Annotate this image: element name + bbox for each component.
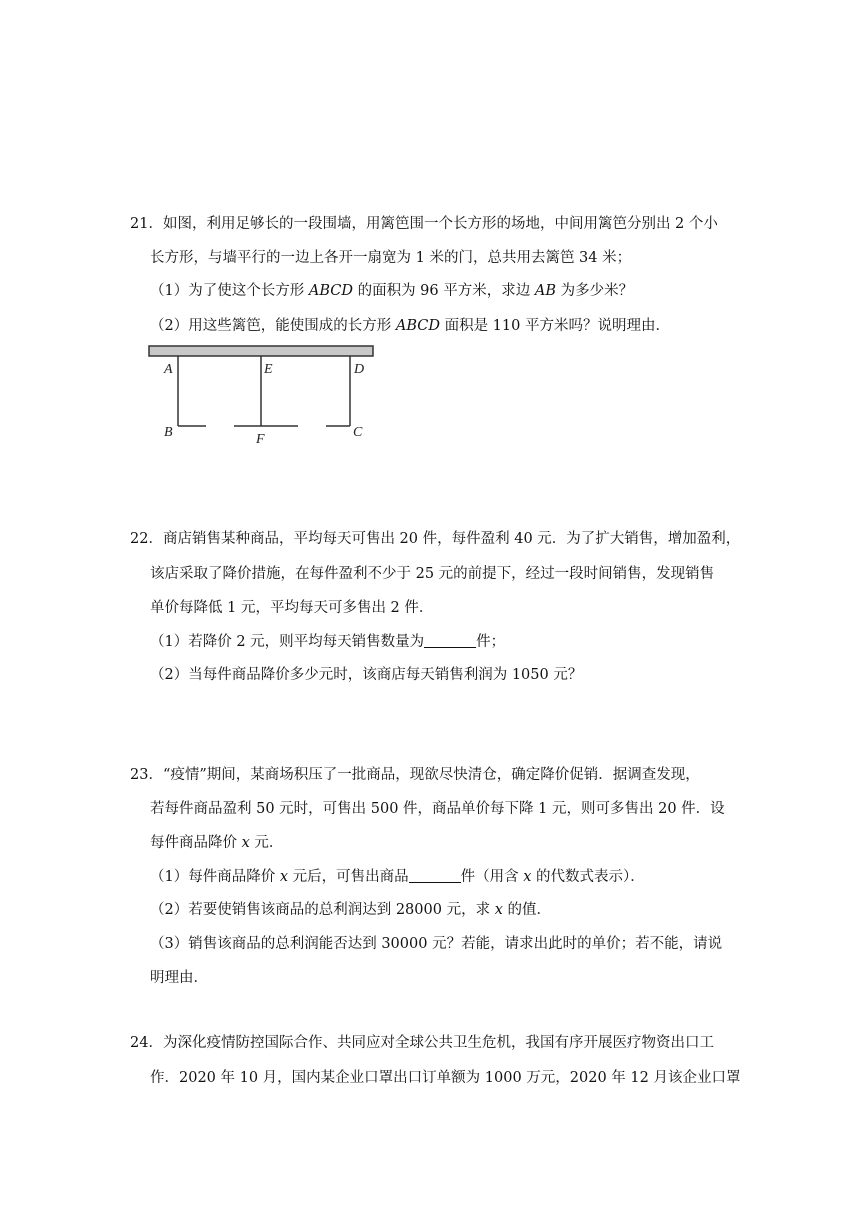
q21-part-1: （1）为了使这个长方形 ABCD 的面积为 96 平方米，求边 AB 为多少米？ xyxy=(150,283,634,299)
q22-stem-line-2: 该店采取了降价措施，在每件盈利不少于 25 元的前提下，经过一段时间销售，发现销售 xyxy=(150,566,715,582)
q21-part-2: （2）用这些篱笆，能使围成的长方形 ABCD 面积是 110 平方米吗？说明理由． xyxy=(150,318,670,334)
q24-number: 24． xyxy=(130,1035,163,1051)
q22-part-1: （1）若降价 2 元，则平均每天销售数量为 件； xyxy=(150,634,506,650)
label-A: A xyxy=(164,362,173,377)
q23-stem-line-2: 若每件商品盈利 50 元时，可售出 500 件，商品单价每下降 1 元，则可多售出 20 件．设 xyxy=(150,801,725,817)
q21-number: 21． xyxy=(130,216,163,232)
label-E: E xyxy=(264,362,273,377)
q23-part-1: （1）每件商品降价 x 元后，可售出商品 件（用含 x 的代数式表示）． xyxy=(150,869,645,885)
q24-stem-line-2: 作．2020 年 10 月，国内某企业口罩出口订单额为 1000 万元，2020 年 12 月该企业口罩 xyxy=(150,1070,741,1086)
q22-number: 22． xyxy=(130,531,163,547)
label-F: F xyxy=(256,432,265,447)
label-B: B xyxy=(164,425,173,440)
q22-stem-line-3: 单价每降低 1 元，平均每天可多售出 2 件． xyxy=(150,600,434,616)
q24-stem-line-1: 24．为深化疫情防控国际合作、共同应对全球公共卫生危机，我国有序开展医疗物资出口工 xyxy=(130,1035,714,1051)
q23-part-3-line-1: （3）销售该商品的总利润能否达到 30000 元？若能，请求出此时的单价；若不能，请说 xyxy=(150,936,723,952)
answer-blank[interactable] xyxy=(409,867,461,883)
q22-part-2: （2）当每件商品降价多少元时，该商店每天销售利润为 1050 元？ xyxy=(150,667,583,683)
q23-stem-line-1: 23．“疫情”期间，某商场积压了一批商品，现欲尽快清仓，确定降价促销．据调查发现， xyxy=(130,767,700,783)
label-C: C xyxy=(353,425,363,440)
q21-fence-diagram xyxy=(146,343,378,447)
q23-stem-line-3: 每件商品降价 x 元． xyxy=(150,835,284,851)
q23-part-3-line-2: 明理由． xyxy=(150,970,208,986)
wall-bar xyxy=(149,346,373,356)
answer-blank[interactable] xyxy=(424,632,476,648)
q23-part-2: （2）若要使销售该商品的总利润达到 28000 元，求 x 的值． xyxy=(150,902,551,918)
q21-stem-line-2: 长方形，与墙平行的一边上各开一扇宽为 1 米的门，总共用去篱笆 34 米； xyxy=(150,250,632,266)
q21-stem-line-1: 21．如图，利用足够长的一段围墙，用篱笆围一个长方形的场地，中间用篱笆分别出 2 个小 xyxy=(130,216,718,232)
q23-number: 23． xyxy=(130,767,163,783)
label-D: D xyxy=(354,362,365,377)
q22-stem-line-1: 22．商店销售某种商品，平均每天可售出 20 件，每件盈利 40 元．为了扩大销售，增加盈利， xyxy=(130,531,741,547)
